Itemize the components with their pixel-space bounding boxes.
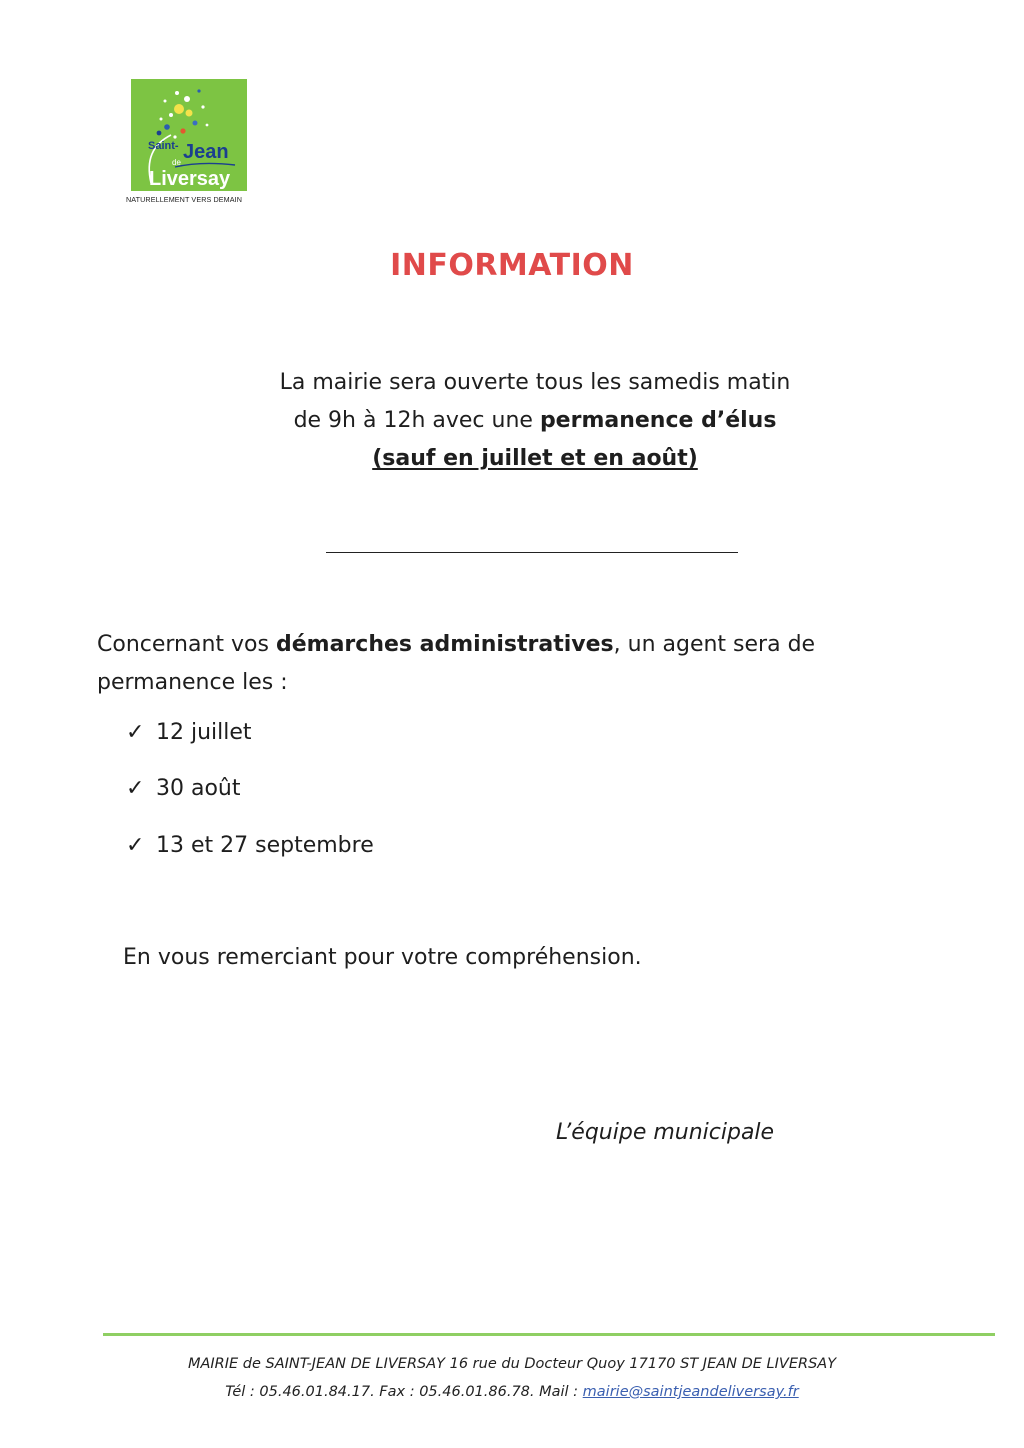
intro-line-2-text: de 9h à 12h avec une: [293, 408, 540, 433]
section-divider: [326, 552, 738, 553]
para-bold: démarches administratives: [275, 632, 614, 657]
closing-sentence: En vous remerciant pour votre compréhension.: [123, 945, 642, 970]
logo-dot: [180, 128, 185, 133]
logo-dot: [206, 124, 209, 127]
admin-paragraph: [97, 626, 957, 702]
footer-phone-fax: Tél : 05.46.01.84.17. Fax : 05.46.01.86.78. Mail :: [225, 1384, 583, 1400]
check-icon: ✓: [126, 833, 145, 858]
logo-dot: [184, 96, 190, 102]
footer-address: MAIRIE de SAINT-JEAN DE LIVERSAY 16 rue du Docteur Quoy 17170 ST JEAN DE LIVERSAY: [187, 1356, 837, 1372]
intro-line-2: [0, 402, 1024, 440]
municipality-logo: [131, 79, 247, 191]
page-title: INFORMATION: [390, 248, 634, 283]
logo-text-liversay: Liversay: [149, 168, 231, 190]
date-label: 12 juillet: [156, 720, 252, 745]
para-prefix: Concernant vos: [97, 632, 276, 657]
intro-line-2-bold: permanence d’élus: [539, 408, 777, 433]
check-icon: ✓: [126, 776, 145, 801]
logo-dot: [174, 104, 184, 114]
logo-dot: [164, 100, 167, 103]
opening-hours-notice: [0, 364, 1024, 478]
signature: L’équipe municipale: [556, 1120, 775, 1145]
date-label: 13 et 27 septembre: [156, 833, 374, 858]
footer-rule: [103, 1333, 995, 1336]
logo-dot: [160, 118, 163, 121]
logo-dot: [186, 110, 193, 117]
logo-dot: [175, 91, 179, 95]
date-label: 30 août: [156, 776, 241, 801]
logo-dot: [173, 135, 176, 138]
list-item: [126, 720, 252, 745]
logo-dot: [197, 89, 200, 92]
logo-dot: [164, 124, 170, 130]
list-item: [126, 776, 241, 801]
logo-dot: [201, 105, 204, 108]
list-item: [126, 833, 374, 858]
footer-contact: [0, 1384, 1024, 1400]
logo-dot: [157, 131, 162, 136]
intro-line-1: La mairie sera ouverte tous les samedis matin: [279, 370, 791, 395]
logo-tagline: NATURELLEMENT VERS DEMAIN: [126, 195, 243, 204]
intro-exception: (sauf en juillet et en août): [372, 446, 698, 471]
para-suffix: , un agent sera de permanence les :: [97, 632, 816, 695]
email-link[interactable]: mairie@saintjeandeliversay.fr: [582, 1384, 799, 1400]
logo-dot: [193, 121, 198, 126]
intro-line-3: [0, 440, 1024, 478]
logo-text-de: de: [172, 158, 181, 167]
check-icon: ✓: [126, 720, 145, 745]
logo-graphic: [131, 79, 247, 191]
logo-text-saint: Saint-: [148, 140, 179, 152]
logo-text-jean: Jean: [183, 141, 229, 163]
logo-dot: [169, 113, 173, 117]
